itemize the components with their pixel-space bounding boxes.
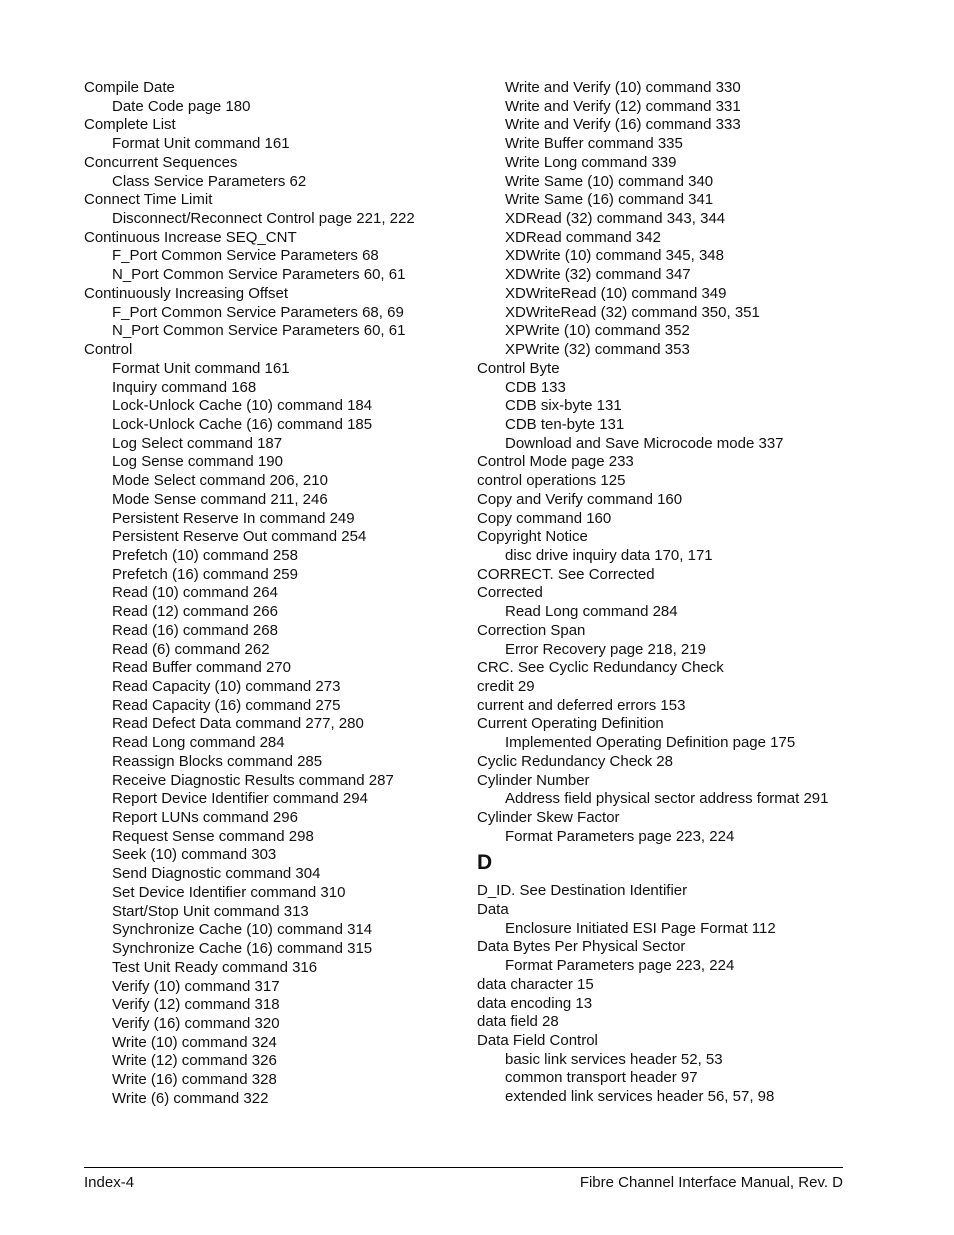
index-subentry: basic link services header 52, 53 xyxy=(505,1050,723,1068)
index-subentry: Synchronize Cache (10) command 314 xyxy=(112,921,373,939)
index-subentry: Verify (16) command 320 xyxy=(112,1014,280,1032)
index-subentry: Receive Diagnostic Results command 287 xyxy=(112,771,394,789)
index-entry: control operations 125 xyxy=(477,472,626,490)
index-entry: D_ID. See Destination Identifier xyxy=(477,882,688,900)
index-entry: Copy command 160 xyxy=(477,509,612,527)
index-entry: Correction Span xyxy=(477,621,586,639)
index-subentry: Test Unit Ready command 316 xyxy=(112,958,318,976)
index-entry: Concurrent Sequences xyxy=(84,153,238,171)
index-entry: current and deferred errors 153 xyxy=(477,696,686,714)
index-subentry: XDWriteRead (32) command 350, 351 xyxy=(505,303,760,321)
index-column-left xyxy=(84,79,464,1109)
index-entry: Control Byte xyxy=(477,359,560,377)
index-subentry: Read (6) command 262 xyxy=(112,640,270,658)
index-subentry: Inquiry command 168 xyxy=(112,378,257,396)
index-subentry: F_Port Common Service Parameters 68 xyxy=(112,247,379,265)
index-entry: Control xyxy=(84,341,133,359)
index-subentry: Implemented Operating Definition page 175 xyxy=(505,734,796,752)
index-subentry: Format Parameters page 223, 224 xyxy=(505,827,735,845)
index-subentry: Write (16) command 328 xyxy=(112,1071,277,1089)
index-entry: Copyright Notice xyxy=(477,528,588,546)
index-subentry: XPWrite (10) command 352 xyxy=(505,322,690,340)
index-subentry: Prefetch (16) command 259 xyxy=(112,565,298,583)
index-subentry: XDWrite (10) command 345, 348 xyxy=(505,247,724,265)
index-subentry: Enclosure Initiated ESI Page Format 112 xyxy=(505,919,776,937)
index-subentry: CDB six-byte 131 xyxy=(505,397,622,415)
index-entry: data field 28 xyxy=(477,1013,559,1031)
index-entry: Complete List xyxy=(84,116,176,134)
index-subentry: Read (16) command 268 xyxy=(112,621,278,639)
index-entry: data encoding 13 xyxy=(477,994,593,1012)
index-entry: Copy and Verify command 160 xyxy=(477,490,683,508)
index-entry: Data Field Control xyxy=(477,1031,598,1049)
index-subentry: XDRead command 342 xyxy=(505,228,661,246)
index-subentry: Send Diagnostic command 304 xyxy=(112,865,321,883)
index-subentry: Read Defect Data command 277, 280 xyxy=(112,715,364,733)
index-subentry: Date Code page 180 xyxy=(112,97,251,115)
index-entry: Current Operating Definition xyxy=(477,715,664,733)
index-subentry: extended link services header 56, 57, 98 xyxy=(505,1088,775,1106)
index-subentry: Mode Sense command 211, 246 xyxy=(112,490,328,508)
index-subentry: Format Parameters page 223, 224 xyxy=(505,957,735,975)
index-subentry: Write and Verify (10) command 330 xyxy=(505,79,741,96)
index-subentry: Write Same (10) command 340 xyxy=(505,172,714,190)
index-subentry: XPWrite (32) command 353 xyxy=(505,341,690,359)
index-subentry: Log Select command 187 xyxy=(112,434,283,452)
index-subentry: Start/Stop Unit command 313 xyxy=(112,902,309,920)
index-subentry: Read Capacity (10) command 273 xyxy=(112,678,341,695)
index-subentry: Write (10) command 324 xyxy=(112,1033,277,1051)
index-subentry: Read (10) command 264 xyxy=(112,584,278,602)
index-subentry: Write and Verify (16) command 333 xyxy=(505,116,741,134)
index-subentry: CDB 133 xyxy=(505,378,566,396)
index-subentry: XDRead (32) command 343, 344 xyxy=(505,210,726,228)
index-entry: Cylinder Skew Factor xyxy=(477,809,620,827)
index-entry: Data xyxy=(477,900,509,918)
index-subentry: Report LUNs command 296 xyxy=(112,809,298,827)
index-subentry: Write Same (16) command 341 xyxy=(505,191,714,209)
index-entry: data character 15 xyxy=(477,975,594,993)
index-subentry: XDWrite (32) command 347 xyxy=(505,266,691,284)
footer-manual-title: Fibre Channel Interface Manual, Rev. D xyxy=(579,1174,843,1191)
index-subentry: Read (12) command 266 xyxy=(112,603,278,621)
index-subentry: Report Device Identifier command 294 xyxy=(112,790,368,808)
index-entry: Data Bytes Per Physical Sector xyxy=(477,938,686,956)
footer-page-number: Index-4 xyxy=(84,1174,135,1191)
index-subentry: Class Service Parameters 62 xyxy=(112,172,307,190)
index-entry: Corrected xyxy=(477,584,543,602)
index-subentry: Write Long command 339 xyxy=(505,153,677,171)
index-entry: CRC. See Cyclic Redundancy Check xyxy=(477,659,724,677)
index-subentry: Synchronize Cache (16) command 315 xyxy=(112,940,373,958)
index-entry: Compile Date xyxy=(84,79,175,96)
index-entry: credit 29 xyxy=(477,678,535,695)
index-subentry: common transport header 97 xyxy=(505,1069,698,1087)
index-entry: CORRECT. See Corrected xyxy=(477,565,655,583)
index-subentry: Download and Save Microcode mode 337 xyxy=(505,434,784,452)
index-subentry: Lock-Unlock Cache (16) command 185 xyxy=(112,415,373,433)
index-subentry: Write Buffer command 335 xyxy=(505,135,683,153)
index-subentry: Seek (10) command 303 xyxy=(112,846,277,864)
index-subentry: Log Sense command 190 xyxy=(112,453,283,471)
index-subentry: Prefetch (10) command 258 xyxy=(112,546,298,564)
index-subentry: N_Port Common Service Parameters 60, 61 xyxy=(112,266,406,284)
index-subentry: Read Long command 284 xyxy=(505,603,678,621)
index-subentry: disc drive inquiry data 170, 171 xyxy=(505,546,713,564)
index-subentry: N_Port Common Service Parameters 60, 61 xyxy=(112,322,406,340)
index-subentry: Disconnect/Reconnect Control page 221, 222 xyxy=(112,210,415,228)
index-entry: Continuous Increase SEQ_CNT xyxy=(84,228,297,246)
index-subentry: Set Device Identifier command 310 xyxy=(112,883,346,901)
index-subentry: Lock-Unlock Cache (10) command 184 xyxy=(112,397,373,415)
index-column-right xyxy=(477,79,917,1107)
index-subentry: F_Port Common Service Parameters 68, 69 xyxy=(112,303,404,321)
index-subentry: Verify (10) command 317 xyxy=(112,977,280,995)
index-subentry: CDB ten-byte 131 xyxy=(505,415,625,433)
section-letter-heading: D xyxy=(477,851,493,875)
index-entry: Cyclic Redundancy Check 28 xyxy=(477,752,673,770)
index-subentry: Read Long command 284 xyxy=(112,734,285,752)
index-entry: Cylinder Number xyxy=(477,771,590,789)
index-subentry: Mode Select command 206, 210 xyxy=(112,472,328,490)
index-subentry: Verify (12) command 318 xyxy=(112,996,280,1014)
index-entry: Continuously Increasing Offset xyxy=(84,284,289,302)
index-subentry: Address field physical sector address format 291 xyxy=(505,790,829,808)
index-subentry: Write and Verify (12) command 331 xyxy=(505,97,741,115)
index-entry: Connect Time Limit xyxy=(84,191,213,209)
index-subentry: Format Unit command 161 xyxy=(112,135,290,153)
footer-divider xyxy=(84,1167,843,1168)
index-subentry: Reassign Blocks command 285 xyxy=(112,752,323,770)
index-subentry: Persistent Reserve In command 249 xyxy=(112,509,355,527)
index-subentry: Read Capacity (16) command 275 xyxy=(112,696,341,714)
index-subentry: Write (6) command 322 xyxy=(112,1089,269,1107)
index-subentry: Format Unit command 161 xyxy=(112,359,290,377)
index-subentry: XDWriteRead (10) command 349 xyxy=(505,284,727,302)
index-subentry: Read Buffer command 270 xyxy=(112,659,291,677)
index-subentry: Write (12) command 326 xyxy=(112,1052,277,1070)
index-subentry: Error Recovery page 218, 219 xyxy=(505,640,706,658)
index-entry: Control Mode page 233 xyxy=(477,453,634,471)
index-subentry: Persistent Reserve Out command 254 xyxy=(112,528,367,546)
index-subentry: Request Sense command 298 xyxy=(112,827,314,845)
